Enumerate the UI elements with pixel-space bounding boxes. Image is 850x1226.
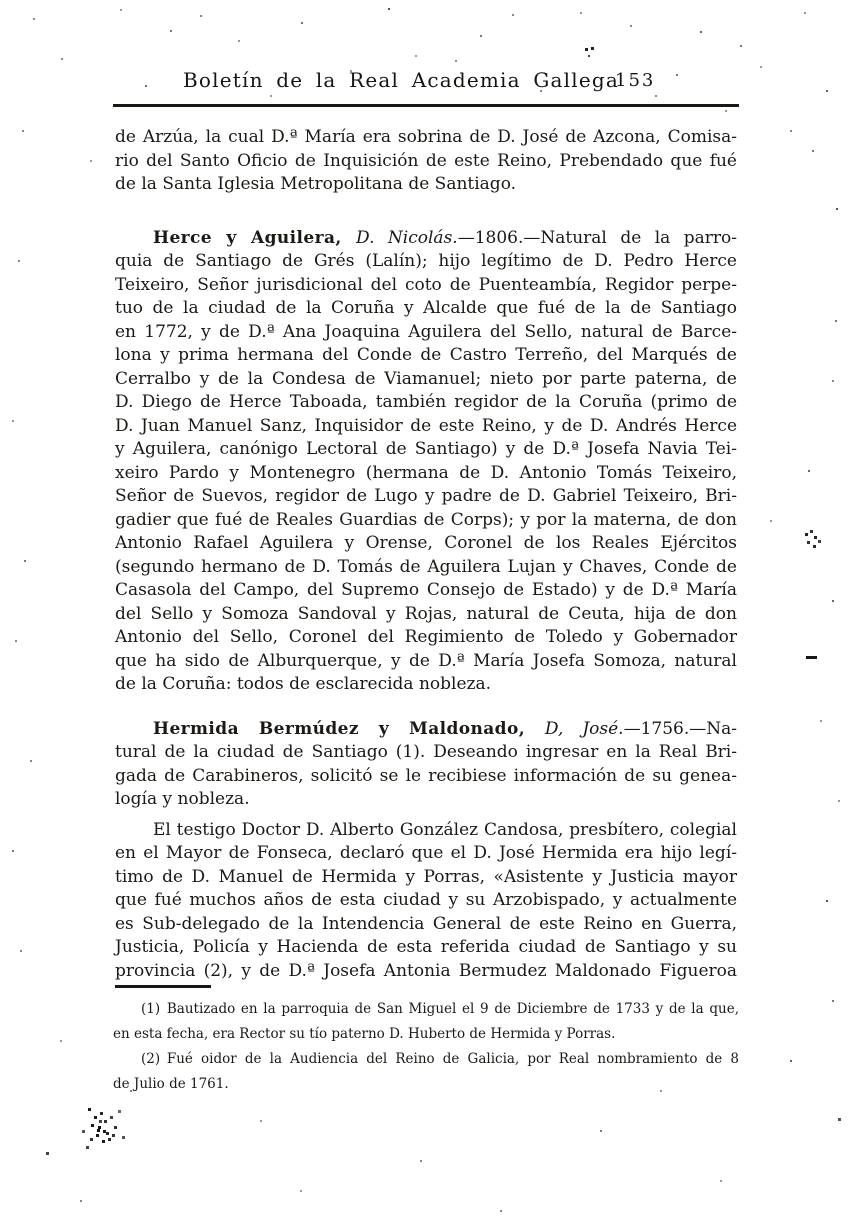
page-number: 153 — [615, 70, 656, 91]
text-segment: Teixeiro, Señor jurisdicional del coto de Puenteambía, Regidor perpe- — [115, 274, 737, 295]
ink-smudge — [88, 1108, 91, 1111]
text-line — [115, 960, 737, 984]
publication-title: Boletín de la Real Academia Gallega — [183, 68, 619, 92]
text-segment: Antonio Rafael Aguilera y Orense, Coronel de los Reales Ejércitos — [115, 533, 737, 553]
entry-name-bold: Herce y Aguilera, — [153, 227, 357, 248]
text-segment: gadier que fué de Reales Guardias de Corps); y por la materna, de don — [115, 509, 737, 530]
text-segment: logía y nobleza. — [115, 789, 250, 809]
text-line — [115, 788, 737, 812]
text-line — [115, 462, 737, 486]
text-segment: Justicia, Policía y Hacienda de esta referida ciudad de Santiago y su — [115, 937, 737, 957]
paragraph-4 — [115, 819, 737, 984]
text-line — [115, 866, 737, 890]
text-segment: Antonio del Sello, Coronel del Regimiento de Toledo y Gobernador — [115, 627, 737, 647]
text-line — [115, 391, 737, 415]
text-segment: de la Coruña: todos de esclarecida nobleza. — [115, 674, 492, 694]
text-segment: El testigo Doctor D. Alberto González Candosa, presbítero, colegial — [153, 819, 737, 840]
paragraph-2 — [115, 227, 737, 697]
text-segment: en el Mayor de Fonseca, declaró que el D. José Hermida era hijo legí- — [115, 843, 737, 863]
text-segment: quia de Santiago de Grés (Lalín); hijo legítimo de D. Pedro Herce — [115, 251, 737, 271]
text-line — [115, 626, 737, 650]
text-segment: gada de Carabineros, solicitó se le recibiese información de su genea- — [115, 765, 737, 786]
paragraph-1 — [115, 126, 737, 197]
text-line — [115, 532, 737, 556]
text-line — [115, 603, 737, 627]
text-line — [115, 842, 737, 866]
footnotes — [113, 997, 739, 1097]
text-segment: tuo de la ciudad de la Coruña y Alcalde que fué de la de Santiago — [115, 298, 737, 318]
paragraph-3 — [115, 718, 737, 812]
text-line — [115, 344, 737, 368]
text-segment: Cerralbo y de la Condesa de Viamanuel; nieto por parte paterna, de — [115, 368, 737, 389]
text-line — [113, 1047, 739, 1072]
text-segment: y Aguilera, canónigo Lectoral de Santiago) y de D.ª Josefa Navia Tei- — [115, 439, 737, 459]
text-segment: en esta fecha, era Rector su tío paterno D. Huberto de Hermida y Porras. — [113, 1026, 616, 1042]
text-line — [115, 150, 737, 174]
margin-dash-mark — [806, 656, 817, 659]
text-line — [115, 509, 737, 533]
text-segment: tural de la ciudad de Santiago (1). Deseando ingresar en la Real Bri- — [115, 742, 737, 762]
text-line — [115, 274, 737, 298]
text-line — [115, 741, 737, 765]
text-line — [115, 718, 737, 742]
body-column — [115, 126, 737, 983]
text-segment: de Julio de 1761. — [113, 1076, 229, 1092]
text-segment: del Sello y Somoza Sandoval y Rojas, natural de Ceuta, hija de don — [115, 603, 737, 624]
text-line — [115, 556, 737, 580]
text-segment: provincia (2), y de D.ª Josefa Antonia Bermudez Maldonado Figueroa — [115, 960, 737, 981]
text-segment: que fué muchos años de esta ciudad y su Arzobispado, y actualmente — [115, 890, 737, 910]
text-segment: es Sub-delegado de la Intendencia General de este Reino en Guerra, — [115, 913, 737, 934]
text-line — [115, 173, 737, 197]
text-segment: D. Juan Manuel Sanz, Inquisidor de este Reino, y de D. Andrés Herce — [115, 415, 737, 436]
text-line — [115, 250, 737, 274]
text-line — [115, 126, 737, 150]
text-segment: timo de D. Manuel de Hermida y Porras, «Asistente y Justicia mayor — [115, 866, 737, 887]
text-segment: que ha sido de Alburquerque, y de D.ª María Josefa Somoza, natural — [115, 650, 737, 671]
text-line — [115, 936, 737, 960]
text-line — [115, 889, 737, 913]
text-line — [113, 997, 739, 1022]
footnote-1 — [113, 997, 739, 1047]
text-line — [115, 368, 737, 392]
text-line — [113, 1022, 739, 1047]
text-line — [115, 765, 737, 789]
text-line — [115, 438, 737, 462]
footnote-rule — [115, 985, 211, 988]
text-line — [115, 415, 737, 439]
text-segment: xeiro Pardo y Montenegro (hermana de D. Antonio Tomás Teixeiro, — [115, 462, 737, 483]
text-line — [113, 1072, 739, 1097]
text-line — [115, 297, 737, 321]
text-line — [115, 485, 737, 509]
text-segment: rio del Santo Oficio de Inquisición de este Reino, Prebendado que fué — [115, 150, 737, 171]
text-line — [115, 913, 737, 937]
entry-name-italic: D. Nicolás. — [356, 227, 458, 248]
text-segment: lona y prima hermana del Conde de Castro Terreño, del Marqués de — [115, 345, 737, 365]
text-segment: Casasola del Campo, del Supremo Consejo de Estado) y de D.ª María — [115, 580, 737, 600]
text-segment: (2) Fué oidor de la Audiencia del Reino de Galicia, por Real nombramiento de 8 — [141, 1051, 739, 1067]
text-line — [115, 819, 737, 843]
text-line — [115, 579, 737, 603]
text-line — [115, 673, 737, 697]
text-segment: de Arzúa, la cual D.ª María era sobrina de D. José de Azcona, Comisa- — [115, 127, 737, 147]
header-rule — [113, 104, 739, 107]
text-segment: —1806.—Natural de la parro- — [457, 227, 737, 248]
text-segment: —1756.—Na- — [623, 718, 737, 739]
text-segment: Señor de Suevos, regidor de Lugo y padre de D. Gabriel Teixeiro, Bri- — [115, 486, 737, 506]
text-line — [115, 227, 737, 251]
scan-noise-marks — [0, 0, 3, 3]
text-segment: (1) Bautizado en la parroquia de San Miguel el 9 de Diciembre de 1733 y de la que, — [141, 1001, 739, 1017]
text-segment: D. Diego de Herce Taboada, también regidor de la Coruña (primo de — [115, 392, 737, 412]
entry-name-bold: Hermida Bermúdez y Maldonado, — [153, 718, 545, 739]
entry-name-italic: D, José. — [544, 718, 624, 739]
text-segment: de la Santa Iglesia Metropolitana de Santiago. — [115, 174, 517, 194]
text-segment: (segundo hermano de D. Tomás de Aguilera Lujan y Chaves, Conde de — [115, 556, 737, 577]
text-line — [115, 321, 737, 345]
text-line — [115, 650, 737, 674]
text-segment: en 1772, y de D.ª Ana Joaquina Aguilera del Sello, natural de Barce- — [115, 321, 737, 342]
footnote-2 — [113, 1047, 739, 1097]
scan-noise — [0, 0, 2, 2]
